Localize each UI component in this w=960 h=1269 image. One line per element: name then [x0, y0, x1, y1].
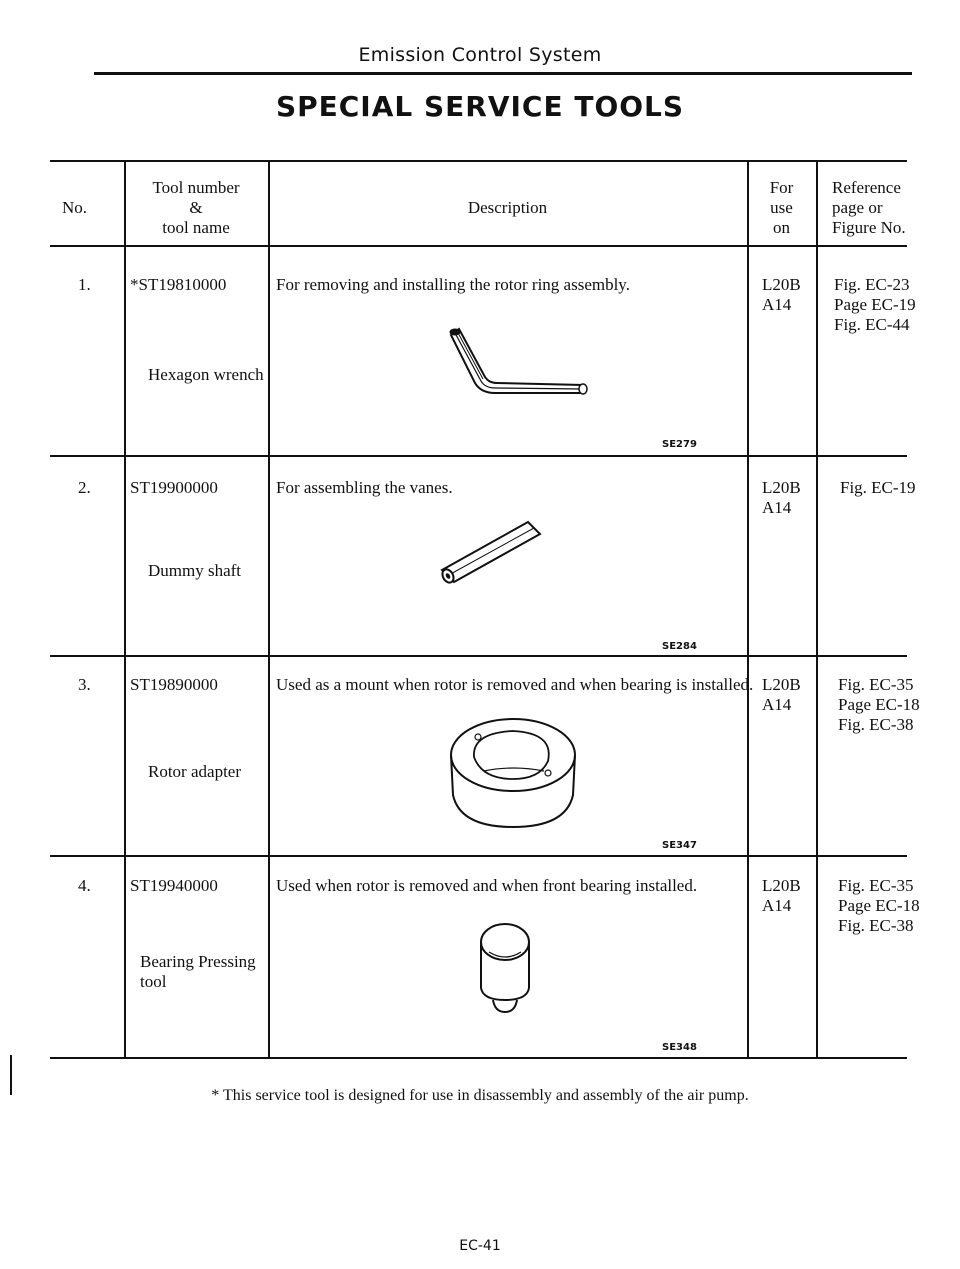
figure-code: SE284	[662, 641, 697, 652]
column-header-tool-line3: tool name	[162, 218, 230, 237]
tool-name: Bearing Pressing	[140, 952, 256, 971]
column-divider	[816, 160, 818, 1059]
use-model: L20B	[762, 275, 801, 294]
reference: Fig. EC-44	[834, 315, 910, 334]
reference: Page EC-18	[838, 896, 920, 915]
tool-number: *ST19810000	[130, 275, 227, 294]
column-header-no: No.	[62, 198, 88, 217]
hexagon-wrench-icon	[445, 325, 590, 403]
tool-description: Used as a mount when rotor is removed and when bearing is installed.	[276, 675, 754, 694]
column-divider	[268, 160, 270, 1059]
table-bottom-rule	[50, 1057, 907, 1059]
page-title: SPECIAL SERVICE TOOLS	[275, 90, 685, 123]
rotor-adapter-icon	[444, 713, 582, 831]
column-header-tool-line2: &	[189, 198, 203, 217]
row-divider	[50, 855, 907, 857]
tool-name: Hexagon wrench	[148, 365, 264, 384]
bearing-pressing-tool-icon	[473, 920, 537, 1016]
row-number: 2.	[78, 478, 91, 497]
reference: Fig. EC-23	[834, 275, 910, 294]
column-header-ref-line3: Figure No.	[832, 218, 906, 237]
reference: Fig. EC-38	[838, 916, 914, 935]
reference: Page EC-18	[838, 695, 920, 714]
reference: Fig. EC-35	[838, 675, 914, 694]
use-model: A14	[762, 498, 792, 517]
figure-code: SE347	[662, 840, 697, 851]
dummy-shaft-icon	[436, 518, 546, 586]
tool-number: ST19900000	[130, 478, 218, 497]
header-divider	[50, 245, 907, 247]
column-header-tool-line1: Tool number	[152, 178, 240, 197]
section-header: Emission Control System	[358, 44, 602, 66]
footnote: * This service tool is designed for use in disassembly and assembly of the air pump.	[211, 1087, 749, 1104]
use-model: A14	[762, 295, 792, 314]
column-header-ref-line1: Reference	[832, 178, 901, 197]
page-number: EC-41	[459, 1238, 501, 1254]
column-header-use-line1: For	[769, 178, 794, 197]
figure-code: SE279	[662, 439, 697, 450]
column-header-use-line3: on	[773, 218, 790, 237]
use-model: L20B	[762, 478, 801, 497]
column-header-description: Description	[467, 198, 548, 217]
special-tools-table	[50, 160, 920, 1059]
tool-name: Rotor adapter	[148, 762, 241, 781]
row-number: 4.	[78, 876, 91, 895]
column-header-use-line2: use	[770, 198, 793, 217]
tool-description: For removing and installing the rotor ring assembly.	[276, 275, 630, 294]
row-number: 1.	[78, 275, 91, 294]
reference: Fig. EC-35	[838, 876, 914, 895]
use-model: L20B	[762, 675, 801, 694]
row-number: 3.	[78, 675, 91, 694]
table-top-rule	[50, 160, 907, 162]
figure-code: SE348	[662, 1042, 697, 1053]
row-divider	[50, 455, 907, 457]
tool-description: For assembling the vanes.	[276, 478, 453, 497]
reference: Page EC-19	[834, 295, 916, 314]
tool-number: ST19940000	[130, 876, 218, 895]
reference: Fig. EC-38	[838, 715, 914, 734]
column-header-ref-line2: page or	[832, 198, 883, 217]
tool-name: Dummy shaft	[148, 561, 242, 580]
tool-name-line2: tool	[140, 972, 167, 991]
use-model: L20B	[762, 876, 801, 895]
column-divider	[747, 160, 749, 1059]
reference: Fig. EC-19	[840, 478, 916, 497]
use-model: A14	[762, 695, 792, 714]
column-divider	[124, 160, 126, 1059]
tool-number: ST19890000	[130, 675, 218, 694]
use-model: A14	[762, 896, 792, 915]
row-divider	[50, 655, 907, 657]
tool-description: Used when rotor is removed and when front bearing installed.	[276, 876, 698, 895]
header-rule	[94, 72, 912, 75]
